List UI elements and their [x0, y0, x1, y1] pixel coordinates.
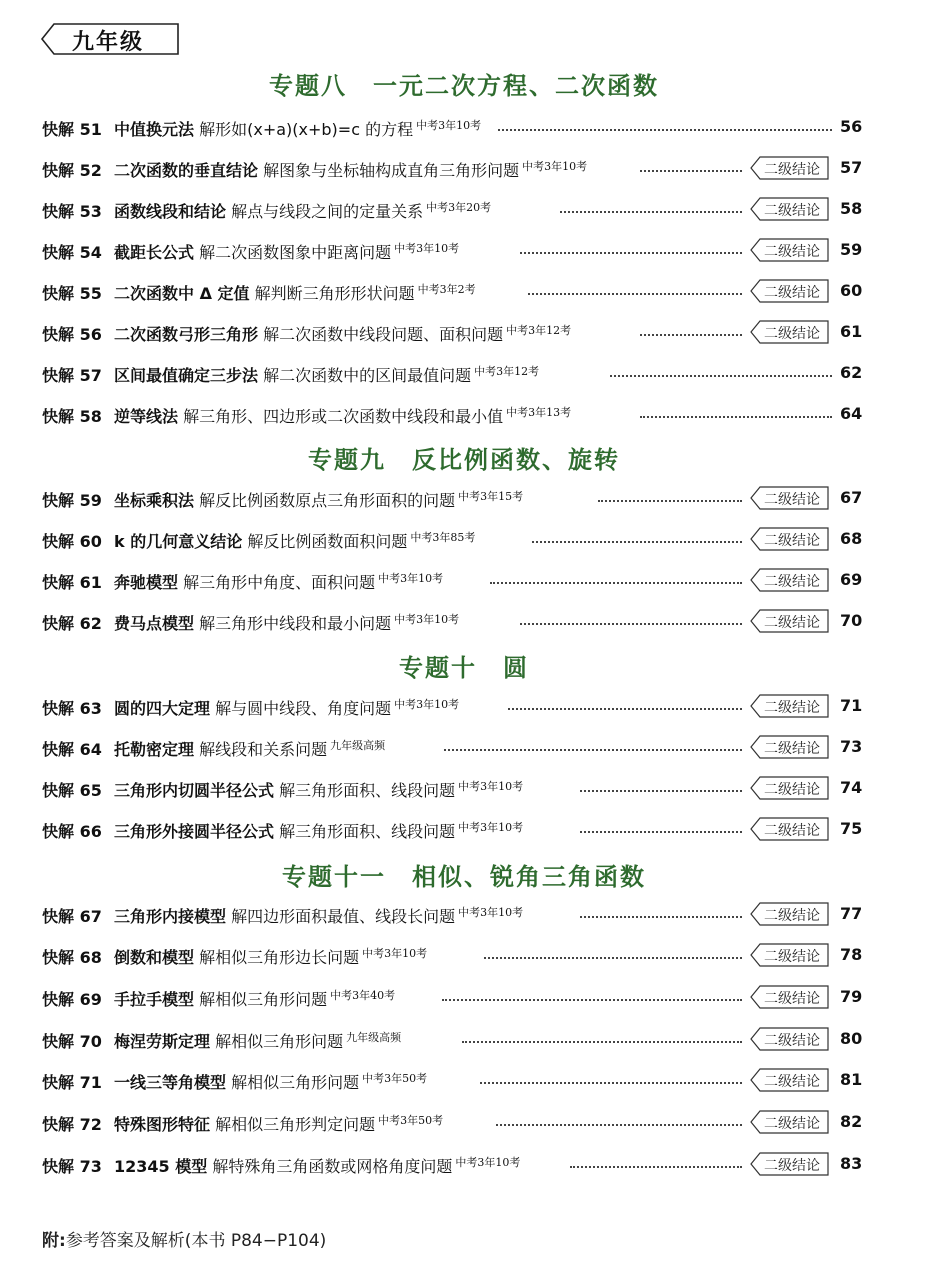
badge-label: 二级结论 — [764, 700, 820, 716]
toc-entry[interactable] — [42, 402, 872, 432]
toc-entry[interactable] — [42, 609, 872, 639]
footer-label: 附: — [42, 1231, 66, 1251]
entry-number: 快解 68 — [42, 948, 102, 967]
badge-label: 二级结论 — [764, 326, 820, 342]
toc-entry[interactable] — [42, 1110, 872, 1140]
entry-method: 手拉手模型 — [114, 990, 195, 1009]
level-two-conclusion-badge — [750, 156, 830, 180]
entry-description — [114, 987, 395, 1010]
entry-description — [114, 778, 523, 801]
exam-frequency-tag: 中考3年10考 — [378, 572, 444, 585]
toc-entry[interactable] — [42, 197, 872, 227]
level-two-conclusion-badge — [750, 817, 830, 841]
level-two-conclusion-badge — [750, 943, 830, 967]
badge-label: 二级结论 — [764, 991, 820, 1007]
dot-leader — [520, 252, 742, 254]
entry-description — [114, 1029, 401, 1052]
level-two-conclusion-badge — [750, 902, 830, 926]
entry-description — [114, 737, 385, 760]
exam-frequency-tag: 中考3年50考 — [378, 1114, 444, 1127]
entry-number: 快解 69 — [42, 990, 102, 1009]
page-number: 62 — [840, 363, 863, 382]
entry-problem: 解相似三角形问题 — [199, 990, 328, 1009]
entry-method: 函数线段和结论 — [114, 202, 227, 221]
page-number: 59 — [840, 240, 863, 259]
badge-label: 二级结论 — [764, 1158, 820, 1174]
entry-problem: 解相似三角形边长问题 — [199, 948, 360, 967]
section-title-11: 专题十一 相似、锐角三角函数 — [282, 863, 646, 891]
badge-label: 二级结论 — [764, 162, 820, 178]
exam-frequency-tag: 中考3年10考 — [458, 780, 524, 793]
entry-problem: 解图象与坐标轴构成直角三角形问题 — [263, 161, 520, 180]
entry-description — [114, 281, 476, 304]
page-number: 74 — [840, 778, 863, 797]
toc-entry[interactable] — [42, 985, 872, 1015]
badge-label: 二级结论 — [764, 908, 820, 924]
dot-leader — [610, 375, 832, 377]
level-two-conclusion-badge — [750, 1068, 830, 1092]
entry-description — [114, 199, 491, 222]
page-number: 58 — [840, 199, 863, 218]
badge-label: 二级结论 — [764, 823, 820, 839]
section-title-8: 专题八 一元二次方程、二次函数 — [269, 72, 659, 100]
entry-number: 快解 51 — [42, 120, 102, 139]
entry-method: 三角形内切圆半径公式 — [114, 781, 275, 800]
level-two-conclusion-badge — [750, 486, 830, 510]
entry-method: 截距长公式 — [114, 243, 195, 262]
page-number: 57 — [840, 158, 863, 177]
level-two-conclusion-badge — [750, 320, 830, 344]
entry-problem: 解四边形面积最值、线段长问题 — [231, 907, 456, 926]
dot-leader — [490, 582, 742, 584]
page-number: 82 — [840, 1112, 863, 1131]
badge-label: 二级结论 — [764, 203, 820, 219]
entry-method: 三角形外接圆半径公式 — [114, 822, 275, 841]
section-title-10: 专题十 圆 — [399, 654, 529, 682]
entry-number: 快解 73 — [42, 1157, 102, 1176]
entry-description — [114, 1154, 520, 1177]
entry-problem: 解特殊角三角函数或网格角度问题 — [212, 1157, 453, 1176]
page-number: 68 — [840, 529, 863, 548]
toc-entry[interactable] — [42, 694, 872, 724]
entry-problem: 解三角形、四边形或二次函数中线段和最小值 — [183, 407, 504, 426]
toc-entry[interactable] — [42, 776, 872, 806]
entry-description — [114, 1070, 427, 1093]
toc-entry[interactable] — [42, 238, 872, 268]
exam-frequency-tag: 中考3年10考 — [394, 242, 460, 255]
badge-label: 二级结论 — [764, 492, 820, 508]
entry-problem: 解反比例函数原点三角形面积的问题 — [199, 491, 456, 510]
grade-label: 九年级 — [72, 29, 145, 55]
entry-method: 坐标乘积法 — [114, 491, 195, 510]
page-number: 67 — [840, 488, 863, 507]
toc-entry[interactable] — [42, 568, 872, 598]
dot-leader — [508, 708, 742, 710]
level-two-conclusion-badge — [750, 527, 830, 551]
level-two-conclusion-badge — [750, 985, 830, 1009]
entry-description — [114, 904, 523, 927]
entry-method: 12345 模型 — [114, 1157, 208, 1176]
entry-method: k 的几何意义结论 — [114, 532, 243, 551]
exam-frequency-tag: 中考3年10考 — [362, 947, 428, 960]
page-number: 79 — [840, 987, 863, 1006]
dot-leader — [640, 170, 742, 172]
dot-leader — [580, 831, 742, 833]
page-number: 71 — [840, 696, 863, 715]
dot-leader — [462, 1041, 742, 1043]
page-number: 64 — [840, 404, 863, 423]
entry-number: 快解 67 — [42, 907, 102, 926]
toc-entry[interactable] — [42, 527, 872, 557]
level-two-conclusion-badge — [750, 609, 830, 633]
toc-entry[interactable] — [42, 156, 872, 186]
entry-problem: 解三角形中角度、面积问题 — [183, 573, 376, 592]
badge-label: 二级结论 — [764, 1116, 820, 1132]
entry-number: 快解 61 — [42, 573, 102, 592]
badge-label: 二级结论 — [764, 244, 820, 260]
toc-entry[interactable] — [42, 320, 872, 350]
dot-leader — [520, 623, 742, 625]
entry-problem: 解反比例函数面积问题 — [247, 532, 408, 551]
entry-method: 二次函数弓形三角形 — [114, 325, 259, 344]
level-two-conclusion-badge — [750, 1152, 830, 1176]
entry-method: 三角形内接模型 — [114, 907, 227, 926]
entry-description — [114, 488, 523, 511]
entry-problem: 解二次函数中线段问题、面积问题 — [263, 325, 504, 344]
entry-description — [114, 1112, 443, 1135]
entry-number: 快解 72 — [42, 1115, 102, 1134]
toc-entry[interactable] — [42, 361, 872, 391]
dot-leader — [484, 957, 742, 959]
entry-description — [114, 363, 539, 386]
level-two-conclusion-badge — [750, 238, 830, 262]
entry-number: 快解 54 — [42, 243, 102, 262]
entry-method: 特殊图形特征 — [114, 1115, 211, 1134]
entry-method: 费马点模型 — [114, 614, 195, 633]
toc-entry[interactable] — [42, 902, 872, 932]
level-two-conclusion-badge — [750, 279, 830, 303]
toc-entry[interactable] — [42, 943, 872, 973]
dot-leader — [444, 749, 742, 751]
entry-description — [114, 404, 571, 427]
entry-problem: 解形如(x+a)(x+b)=c 的方程 — [199, 120, 414, 139]
entry-description — [114, 570, 443, 593]
dot-leader — [496, 1124, 742, 1126]
entry-description — [114, 240, 459, 263]
entry-description — [114, 819, 523, 842]
badge-label: 二级结论 — [764, 615, 820, 631]
dot-leader — [528, 293, 742, 295]
exam-frequency-tag: 中考3年15考 — [458, 490, 524, 503]
page-number: 78 — [840, 945, 863, 964]
entry-method: 奔驰模型 — [114, 573, 179, 592]
entry-problem: 解三角形中线段和最小问题 — [199, 614, 392, 633]
badge-label: 二级结论 — [764, 949, 820, 965]
exam-frequency-tag: 中考3年10考 — [458, 821, 524, 834]
dot-leader — [640, 334, 742, 336]
level-two-conclusion-badge — [750, 1027, 830, 1051]
entry-problem: 解相似三角形问题 — [231, 1073, 360, 1092]
entry-description — [114, 158, 587, 181]
entry-problem: 解相似三角形判定问题 — [215, 1115, 376, 1134]
page-number: 61 — [840, 322, 863, 341]
exam-frequency-tag: 中考3年10考 — [394, 613, 460, 626]
dot-leader — [560, 211, 742, 213]
exam-frequency-tag: 中考3年40考 — [330, 989, 396, 1002]
entry-description — [114, 529, 475, 552]
exam-frequency-tag: 中考3年10考 — [416, 119, 482, 132]
exam-frequency-tag: 中考3年13考 — [506, 406, 572, 419]
exam-frequency-tag: 九年级高频 — [330, 739, 386, 752]
entry-number: 快解 65 — [42, 781, 102, 800]
page-number: 75 — [840, 819, 863, 838]
entry-problem: 解点与线段之间的定量关系 — [231, 202, 424, 221]
exam-frequency-tag: 中考3年12考 — [474, 365, 540, 378]
toc-entry[interactable] — [42, 735, 872, 765]
entry-number: 快解 64 — [42, 740, 102, 759]
entry-number: 快解 52 — [42, 161, 102, 180]
dot-leader — [442, 999, 742, 1001]
badge-label: 二级结论 — [764, 1074, 820, 1090]
footer-text: 参考答案及解析(本书 P84−P104) — [65, 1231, 327, 1251]
toc-entry[interactable] — [42, 279, 872, 309]
page-number: 83 — [840, 1154, 863, 1173]
level-two-conclusion-badge — [750, 197, 830, 221]
toc-entry[interactable] — [42, 817, 872, 847]
entry-number: 快解 57 — [42, 366, 102, 385]
section-title-9: 专题九 反比例函数、旋转 — [308, 446, 620, 474]
badge-label: 二级结论 — [764, 741, 820, 757]
page-number: 69 — [840, 570, 863, 589]
entry-description — [114, 322, 571, 345]
entry-number: 快解 70 — [42, 1032, 102, 1051]
entry-number: 快解 53 — [42, 202, 102, 221]
grade-tab — [40, 22, 180, 56]
level-two-conclusion-badge — [750, 694, 830, 718]
exam-frequency-tag: 中考3年10考 — [455, 1156, 521, 1169]
entry-problem: 解二次函数中的区间最值问题 — [263, 366, 472, 385]
level-two-conclusion-badge — [750, 1110, 830, 1134]
page-number: 60 — [840, 281, 863, 300]
exam-frequency-tag: 中考3年2考 — [417, 283, 476, 296]
entry-description — [114, 945, 427, 968]
entry-problem: 解线段和关系问题 — [199, 740, 328, 759]
dot-leader — [640, 416, 832, 418]
exam-frequency-tag: 中考3年12考 — [506, 324, 572, 337]
entry-problem: 解三角形面积、线段问题 — [279, 781, 456, 800]
entry-problem: 解三角形面积、线段问题 — [279, 822, 456, 841]
entry-number: 快解 60 — [42, 532, 102, 551]
entry-description — [114, 696, 459, 719]
toc-entry[interactable] — [42, 486, 872, 516]
dot-leader — [480, 1082, 742, 1084]
entry-method: 圆的四大定理 — [114, 699, 211, 718]
page-number: 73 — [840, 737, 863, 756]
toc-entry[interactable] — [42, 1027, 872, 1057]
exam-frequency-tag: 中考3年10考 — [394, 698, 460, 711]
badge-label: 二级结论 — [764, 782, 820, 798]
entry-method: 逆等线法 — [114, 407, 179, 426]
exam-frequency-tag: 中考3年50考 — [362, 1072, 428, 1085]
exam-frequency-tag: 中考3年20考 — [426, 201, 492, 214]
footer-note — [42, 1226, 326, 1251]
entry-method: 托勒密定理 — [114, 740, 195, 759]
badge-label: 二级结论 — [764, 285, 820, 301]
dot-leader — [498, 129, 832, 131]
entry-description — [114, 117, 481, 140]
entry-description — [114, 611, 459, 634]
entry-method: 倒数和模型 — [114, 948, 195, 967]
exam-frequency-tag: 中考3年10考 — [458, 906, 524, 919]
entry-number: 快解 63 — [42, 699, 102, 718]
toc-entry[interactable] — [42, 1068, 872, 1098]
exam-frequency-tag: 中考3年85考 — [410, 531, 476, 544]
level-two-conclusion-badge — [750, 568, 830, 592]
entry-problem: 解判断三角形形状问题 — [254, 284, 415, 303]
dot-leader — [532, 541, 742, 543]
entry-number: 快解 59 — [42, 491, 102, 510]
level-two-conclusion-badge — [750, 776, 830, 800]
entry-problem: 解与圆中线段、角度问题 — [215, 699, 392, 718]
dot-leader — [598, 500, 742, 502]
badge-label: 二级结论 — [764, 533, 820, 549]
exam-frequency-tag: 中考3年10考 — [522, 160, 588, 173]
dot-leader — [570, 1166, 742, 1168]
entry-method: 二次函数中 Δ 定值 — [114, 284, 250, 303]
badge-label: 二级结论 — [764, 1033, 820, 1049]
dot-leader — [580, 916, 742, 918]
entry-method: 一线三等角模型 — [114, 1073, 227, 1092]
toc-entry[interactable] — [42, 115, 872, 145]
entry-number: 快解 56 — [42, 325, 102, 344]
entry-method: 区间最值确定三步法 — [114, 366, 259, 385]
entry-number: 快解 55 — [42, 284, 102, 303]
entry-number: 快解 71 — [42, 1073, 102, 1092]
toc-entry[interactable] — [42, 1152, 872, 1182]
entry-number: 快解 66 — [42, 822, 102, 841]
entry-method: 梅涅劳斯定理 — [114, 1032, 211, 1051]
page-number: 80 — [840, 1029, 863, 1048]
page-number: 81 — [840, 1070, 863, 1089]
page-number: 56 — [840, 117, 863, 136]
entry-problem: 解相似三角形问题 — [215, 1032, 344, 1051]
badge-label: 二级结论 — [764, 574, 820, 590]
level-two-conclusion-badge — [750, 735, 830, 759]
dot-leader — [580, 790, 742, 792]
page-number: 70 — [840, 611, 863, 630]
entry-method: 二次函数的垂直结论 — [114, 161, 259, 180]
entry-number: 快解 62 — [42, 614, 102, 633]
page-number: 77 — [840, 904, 863, 923]
entry-problem: 解二次函数图象中距离问题 — [199, 243, 392, 262]
exam-frequency-tag: 九年级高频 — [346, 1031, 402, 1044]
entry-number: 快解 58 — [42, 407, 102, 426]
entry-method: 中值换元法 — [114, 120, 195, 139]
